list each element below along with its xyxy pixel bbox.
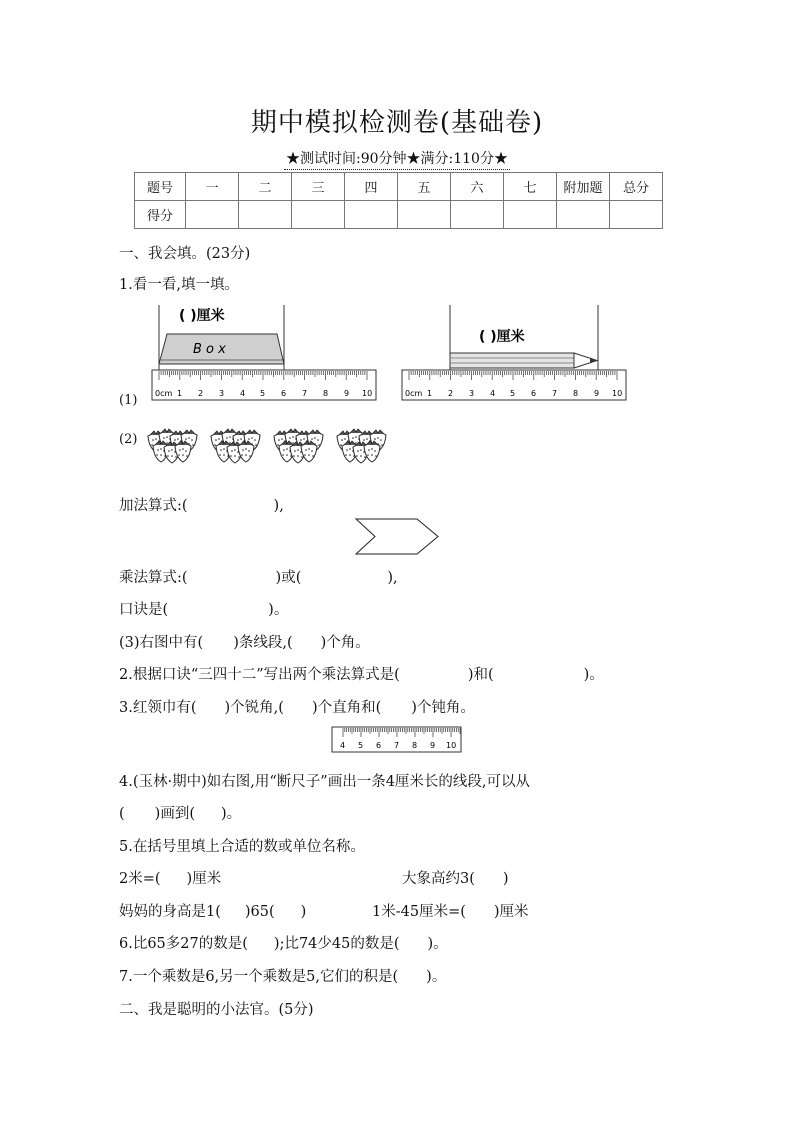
- addition-prefix: 加法算式:(: [119, 498, 188, 514]
- ruler-tick-label: 2: [448, 389, 454, 398]
- q5-c-text-3: ): [300, 904, 307, 920]
- q6-text-c: )。: [427, 936, 448, 952]
- score-cell[interactable]: [398, 201, 451, 229]
- ruler-tick-label: 7: [552, 389, 558, 398]
- exam-info-text: ★测试时间:90分钟★满分:110分★: [284, 151, 510, 170]
- koujue-suffix: )。: [268, 602, 289, 618]
- ruler-tick-label: 6: [531, 389, 537, 398]
- box-label: B o x: [193, 342, 226, 357]
- ruler-tick-label: 7: [394, 741, 400, 750]
- q5-b-text-2: ): [502, 871, 509, 887]
- question-2: [119, 663, 604, 684]
- multiplication-line: [119, 566, 398, 587]
- ruler-tick-label: 6: [281, 389, 287, 398]
- question-1-3: [119, 631, 370, 652]
- score-table-score-row: [135, 201, 663, 229]
- ruler-tick-label: 7: [302, 389, 308, 398]
- score-header-cell: 四: [345, 173, 398, 201]
- question-1-2-label: (2): [119, 432, 138, 447]
- score-cell[interactable]: [186, 201, 239, 229]
- q2-text-a: 2.根据口诀“三四十二”写出两个乘法算式是(: [119, 667, 400, 683]
- strawberry-icon: [238, 441, 254, 462]
- score-header-cell: 题号: [135, 173, 186, 201]
- ruler-tick-label: 5: [510, 389, 516, 398]
- q5-item-mother: [119, 900, 306, 921]
- q1-3-text-c: )个角。: [320, 635, 370, 651]
- score-cell[interactable]: [345, 201, 398, 229]
- score-header-cell: 七: [504, 173, 557, 201]
- ruler-tick-label: 10: [362, 389, 373, 398]
- ruler-tick-label: 0cm: [155, 389, 173, 398]
- q7-text-a: 7.一个乘数是6,另一个乘数是5,它们的积是(: [119, 969, 399, 985]
- ruler-tick-label: 1: [427, 389, 433, 398]
- broken-ruler: [331, 726, 463, 754]
- angle-shape-figure: [354, 517, 442, 557]
- score-cell[interactable]: [292, 201, 345, 229]
- length-answer-label: ( )厘米: [479, 329, 525, 345]
- score-header-cell: 六: [451, 173, 504, 201]
- strawberry-icon: [175, 441, 191, 462]
- q1-3-text-b: )条线段,(: [233, 635, 293, 651]
- q5-d-text-1: 1米-45厘米=(: [372, 904, 466, 920]
- q5-item-elephant: [402, 867, 509, 888]
- ruler-tick-label: 3: [469, 389, 475, 398]
- ruler-tick-label: 4: [340, 741, 346, 750]
- length-answer-label: ( )厘米: [179, 308, 225, 324]
- score-cell[interactable]: [239, 201, 292, 229]
- strawberry-groups: [143, 424, 403, 474]
- q5-a-text-1: 2米=(: [119, 871, 161, 887]
- q3-text-d: )个钝角。: [411, 700, 475, 716]
- ruler-tick-label: 2: [198, 389, 204, 398]
- score-header-cell: 五: [398, 173, 451, 201]
- koujue-line: [119, 598, 288, 619]
- score-table-header-row: [135, 173, 663, 201]
- q4-text-c: )。: [221, 806, 242, 822]
- question-6: [119, 932, 448, 953]
- ruler-tick-label: 4: [240, 389, 246, 398]
- score-header-cell: 附加题: [557, 173, 610, 201]
- score-cell[interactable]: [451, 201, 504, 229]
- ruler-tick-label: 5: [260, 389, 266, 398]
- pencil-icon: [450, 353, 597, 368]
- q5-c-text-1: 妈妈的身高是1(: [119, 904, 221, 920]
- q5-d-text-2: )厘米: [493, 904, 529, 920]
- ruler-tick-label: 9: [344, 389, 350, 398]
- q4-text-b: )画到(: [154, 806, 195, 822]
- q6-text-a: 6.比65多27的数是(: [119, 936, 248, 952]
- question-5: 5.在括号里填上合适的数或单位名称。: [119, 839, 365, 855]
- ruler-tick-label: 10: [446, 741, 457, 750]
- question-4-line-2: [119, 802, 241, 823]
- q7-text-b: )。: [426, 969, 447, 985]
- score-row-label: 得分: [135, 201, 186, 229]
- q5-item-subtract: [372, 900, 529, 921]
- multiplication-suffix: ),: [387, 570, 398, 586]
- strawberry-icon: [301, 441, 317, 462]
- ruler-tick-label: 6: [376, 741, 382, 750]
- score-header-cell: 二: [239, 173, 292, 201]
- score-header-cell: 三: [292, 173, 345, 201]
- q2-text-c: )。: [583, 667, 604, 683]
- ruler-right: [402, 370, 626, 400]
- ruler-tick-label: 0cm: [405, 389, 423, 398]
- ruler-tick-label: 9: [594, 389, 600, 398]
- ruler-tick-label: 1: [177, 389, 183, 398]
- ruler-figures: [145, 303, 635, 408]
- section1-heading: 一、我会填。(23分): [119, 246, 251, 262]
- addition-suffix: ),: [273, 498, 284, 514]
- section2-heading: 二、我是聪明的小法官。(5分): [119, 1002, 314, 1018]
- question-4-line-1: 4.(玉林·期中)如右图,用“断尺子”画出一条4厘米长的线段,可以从: [119, 774, 531, 790]
- ruler-tick-label: 3: [219, 389, 225, 398]
- strawberry-icon: [364, 441, 380, 462]
- q5-a-text-2: )厘米: [186, 871, 222, 887]
- q5-item-meter: [119, 867, 221, 888]
- ruler-tick-label: 8: [323, 389, 329, 398]
- q5-b-text-1: 大象高约3(: [402, 871, 475, 887]
- score-cell[interactable]: [610, 201, 663, 229]
- ruler-left: [152, 370, 376, 400]
- addition-line: [119, 494, 284, 515]
- ruler-tick-label: 9: [430, 741, 436, 750]
- ruler-tick-label: 5: [358, 741, 364, 750]
- q5-c-text-2: )65(: [244, 904, 275, 920]
- q2-text-b: )和(: [467, 667, 494, 683]
- q6-text-b: );比74少45的数是(: [273, 936, 400, 952]
- multiplication-mid: )或(: [275, 570, 302, 586]
- q3-text-a: 3.红领巾有(: [119, 700, 197, 716]
- score-header-cell: 总分: [610, 173, 663, 201]
- score-cell[interactable]: [504, 201, 557, 229]
- question-3: [119, 696, 475, 717]
- q1-3-text-a: (3)右图中有(: [119, 635, 204, 651]
- question-1-1-label: (1): [119, 393, 138, 408]
- koujue-prefix: 口诀是(: [119, 602, 169, 618]
- question-7: [119, 965, 446, 986]
- question-1: 1.看一看,填一填。: [119, 277, 239, 293]
- score-table: [134, 172, 663, 229]
- multiplication-prefix: 乘法算式:(: [119, 570, 188, 586]
- ruler-tick-label: 8: [573, 389, 579, 398]
- q3-text-b: )个锐角,(: [224, 700, 284, 716]
- arrow-pentagon-shape: [356, 519, 438, 554]
- ruler-tick-label: 8: [412, 741, 418, 750]
- ruler-tick-label: 4: [490, 389, 496, 398]
- page-title: 期中模拟检测卷(基础卷): [250, 108, 544, 138]
- q4-text-a: (: [119, 806, 125, 822]
- score-cell[interactable]: [557, 201, 610, 229]
- exam-info: [0, 148, 794, 168]
- ruler-tick-label: 10: [612, 389, 623, 398]
- score-header-cell: 一: [186, 173, 239, 201]
- q3-text-c: )个直角和(: [311, 700, 382, 716]
- strawberry-icon-grid: [148, 429, 386, 463]
